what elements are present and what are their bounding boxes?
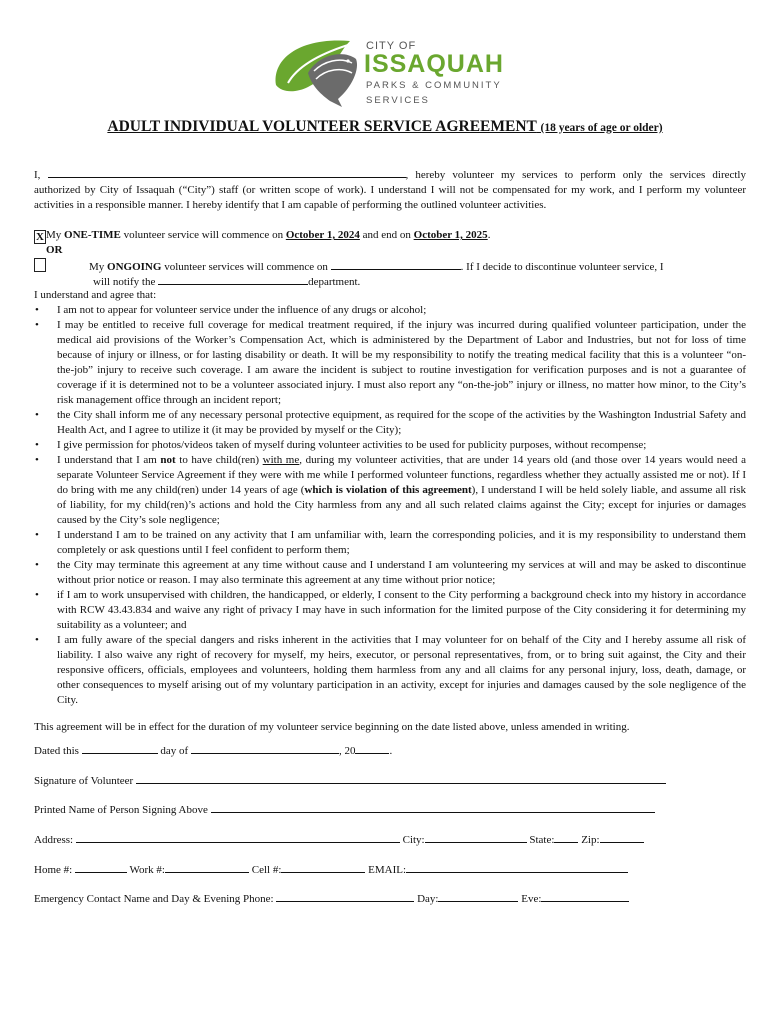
onetime-end-date: October 1, 2025 xyxy=(413,229,488,241)
b5-part-c: , during my volunteer activities, that are under 14 years old (and those over 14 years would need a separate Volunteer Service Agreement if they were with me while I performed volunteer functions, regardless whether they actually assisted me or not). If I do bring with me any child(ren) under 14 years of age ( xyxy=(57,454,747,496)
email-field[interactable] xyxy=(406,861,628,873)
logo-city-of: CITY OF xyxy=(366,40,417,52)
list-item xyxy=(34,453,746,528)
onetime-bold: ONE-TIME xyxy=(64,229,121,241)
onetime-end: . xyxy=(487,229,491,241)
signature-label: Signature of Volunteer xyxy=(34,775,136,787)
list-item: • I may be entitled to receive full coverage for medical treatment required, if the injury was incurred during qualified volunteer participation, under the medical aid provisions of the Worker’s Compensation Act, which is administered by the Department of Labor and Industries, but not for loss of time because of injury or illness, or for lasting disability or death. It will be my responsibility to notify the treating medical facility that this is a volunteer “on-the-job” injury to receive such coverage. I am aware the incident is subject to routine investigation for verification purposes and is not a guarantee of coverage if it is determined not to be a volunteer associated injury. I must also report any “on-the-job” injury or illness, no matter how minor, to the City’s risk management office through an incident report; xyxy=(34,318,746,408)
dated-a: Dated this xyxy=(34,745,82,757)
dated-c: , 20 xyxy=(338,745,356,757)
onetime-checkbox[interactable]: X xyxy=(34,230,46,244)
printed-name-line xyxy=(34,801,655,818)
or-label: OR xyxy=(46,244,63,256)
ongoing-mid: volunteer services will commence on xyxy=(161,261,331,273)
onetime-prefix: My xyxy=(46,229,65,241)
list-item: • I give permission for photos/videos taken of myself during volunteer activities to be used for publicity purposes, without recompense; xyxy=(34,438,746,453)
title-sub: (18 years of age or older) xyxy=(540,122,663,134)
logo-line3: SERVICES xyxy=(366,95,430,106)
list-item: • I am not to appear for volunteer service under the influence of any drugs or alcohol; xyxy=(34,303,746,318)
b5-not: not xyxy=(160,454,176,466)
onetime-line xyxy=(34,228,746,244)
b5-part-b: to have child(ren) xyxy=(175,454,263,466)
onetime-mid: volunteer service will commence on xyxy=(120,229,286,241)
signature-line xyxy=(34,772,666,789)
address-label: Address: xyxy=(34,834,76,846)
department-field[interactable] xyxy=(158,273,308,285)
emergency-line xyxy=(34,890,629,907)
emergency-label: Emergency Contact Name and Day & Evening Phone: xyxy=(34,893,277,905)
cell-phone-field[interactable] xyxy=(281,861,365,873)
printed-name-label: Printed Name of Person Signing Above xyxy=(34,804,211,816)
ongoing-line2-start: will notify the xyxy=(93,276,159,288)
state-field[interactable] xyxy=(554,831,578,843)
list-item: • the City shall inform me of any necessary personal protective equipment, as required for the scope of the activities by the Washington Industrial Safety and Health Act, and I agree to utilize it (it may be provided by myself or the City); xyxy=(34,408,746,438)
b5-part-a: I understand that I am xyxy=(57,454,161,466)
intro-paragraph xyxy=(34,166,746,213)
agreement-terms-list xyxy=(34,303,746,708)
eve-phone-label: Eve: xyxy=(518,893,542,905)
day-phone-label: Day: xyxy=(414,893,439,905)
eve-phone-field[interactable] xyxy=(541,890,629,902)
b5-with-me: with me xyxy=(262,454,300,466)
home-phone-field[interactable] xyxy=(75,861,127,873)
dated-line xyxy=(34,742,392,759)
salmon-leaf-logo-icon xyxy=(268,35,368,110)
address-field[interactable] xyxy=(76,831,400,843)
ongoing-start-field[interactable] xyxy=(331,258,461,270)
effect-statement: This agreement will be in effect for the duration of my volunteer service beginning on the date listed above, unless amended in writing. xyxy=(34,721,630,733)
signature-field[interactable] xyxy=(136,772,666,784)
dated-d: . xyxy=(389,745,393,757)
state-label: State: xyxy=(526,834,555,846)
work-phone-field[interactable] xyxy=(165,861,249,873)
work-label: Work #: xyxy=(126,864,165,876)
onetime-mid2: and end on xyxy=(359,229,414,241)
list-item: • I understand I am to be trained on any activity that I am unfamiliar with, learn the corresponding policies, and it is my responsibility to understand them completely or ask questions until I feel confident to perform them; xyxy=(34,528,746,558)
emergency-contact-field[interactable] xyxy=(276,890,414,902)
dated-b: day of xyxy=(157,745,191,757)
day-phone-field[interactable] xyxy=(438,890,518,902)
ongoing-mid2: . If I decide to discontinue volunteer service, I xyxy=(460,261,664,273)
ongoing-bold: ONGOING xyxy=(107,261,162,273)
logo-line2: PARKS & COMMUNITY xyxy=(366,80,502,91)
cell-label: Cell #: xyxy=(248,864,282,876)
intro-start: I, xyxy=(34,169,41,181)
volunteer-name-field[interactable] xyxy=(48,166,406,178)
list-item: • if I am to work unsupervised with children, the handicapped, or elderly, I consent to the City performing a background check into my history in accordance with RCW 43.43.834 and waive any right of privacy I may have in such information for the limited purpose of the City considering it for determining my suitability as a volunteer; and xyxy=(34,588,746,633)
title-main: ADULT INDIVIDUAL VOLUNTEER SERVICE AGREEMENT xyxy=(107,118,537,135)
ongoing-checkbox[interactable] xyxy=(34,258,46,272)
b5-bold: which is violation of this agreement xyxy=(304,484,472,496)
city-label: City: xyxy=(399,834,425,846)
address-line xyxy=(34,831,644,848)
dated-day-field[interactable] xyxy=(82,742,158,754)
city-logo xyxy=(268,35,508,110)
email-label: EMAIL: xyxy=(365,864,407,876)
list-item: • the City may terminate this agreement at any time without cause and I understand I am volunteering my services at will and may be asked to discontinue without prior notice or reason. I may also terminate this agreement at any time without prior notice; xyxy=(34,558,746,588)
agree-intro: I understand and agree that: xyxy=(34,289,157,301)
list-item: • I am fully aware of the special dangers and risks inherent in the activities that I may volunteer for on behalf of the City and I hereby assume all risk of liability. I also waive any right of recovery for myself, my heirs, executor, or personal representatives, from, or to bring suit against, the City and their responsive officers, officials, employees and volunteers, holding them harmless from any and all claims for any personal injury, loss, death, damage, or other consequences to myself arising out of my voluntary participation in an activity, except for injuries and damages caused by the sole negligence of the City. xyxy=(34,633,746,708)
ongoing-line2-end: department. xyxy=(308,276,361,288)
phone-line xyxy=(34,861,628,878)
ongoing-prefix: My xyxy=(89,261,108,273)
onetime-start-date: October 1, 2024 xyxy=(285,229,360,241)
home-label: Home #: xyxy=(34,864,75,876)
zip-field[interactable] xyxy=(600,831,644,843)
logo-name: ISSAQUAH xyxy=(364,50,504,78)
intro-rest: , hereby volunteer my services to perform only the services directly authorized by City of Issaquah (“City”) staff (or written scope of work). I understand I will not be compensated for my work, and I perform my volunteer activities in a responsible manner. I hereby identify that I am capable of performing the outlined volunteer activities. xyxy=(34,169,746,211)
dated-year-field[interactable] xyxy=(355,742,389,754)
zip-label: Zip: xyxy=(578,834,600,846)
city-field[interactable] xyxy=(425,831,527,843)
dated-month-field[interactable] xyxy=(191,742,339,754)
printed-name-field[interactable] xyxy=(211,801,655,813)
page-title xyxy=(0,118,770,136)
b5-part-d: ), I understand I will be held solely liable, and assume all risk of liability, for my child(ren)’s actions and hold the City harmless from any and all such related claims against the City; except for injuries or damages caused by the City’s sole negligence; xyxy=(57,484,746,526)
